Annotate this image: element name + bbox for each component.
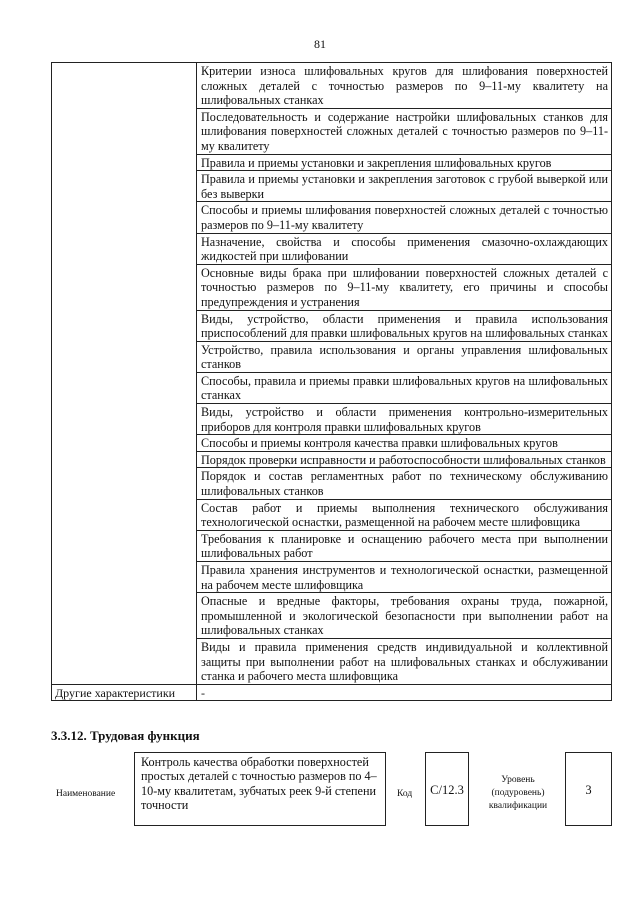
qualification-level-label: Уровень (подуровень) квалификации <box>488 775 548 811</box>
table-cell: Правила и приемы установки и закрепления заготовок с грубой выверкой или без выверки <box>197 171 612 202</box>
table-cell: Способы, правила и приемы правки шлифовальных кругов на шлифовальных станках <box>197 372 612 403</box>
qualification-level-box: 3 <box>565 752 612 826</box>
table-cell: Опасные и вредные факторы, требования охраны труда, пожарной, промышленной и экологической безопасности при выполнении работ на шлифовальных станках <box>197 593 612 639</box>
table-row <box>52 63 612 109</box>
other-characteristics-label: Другие характеристики <box>52 684 197 701</box>
knowledge-table <box>51 62 612 701</box>
table-cell: Порядок и состав регламентных работ по техническому обслуживанию шлифовальных станков <box>197 468 612 499</box>
labor-function-header <box>51 752 612 832</box>
table-cell: Виды, устройство и области применения контрольно-измерительных приборов для контроля правки шлифовальных кругов <box>197 404 612 435</box>
table-row-other <box>52 684 612 701</box>
table-cell: Способы и приемы контроля качества правки шлифовальных кругов <box>197 435 612 452</box>
name-label: Наименование <box>56 789 116 799</box>
table-cell: Правила и приемы установки и закрепления шлифовальных кругов <box>197 154 612 171</box>
table-cell: Способы и приемы шлифования поверхностей сложных деталей с точностью размеров по 9–11-му квалитету <box>197 202 612 233</box>
table-cell: Назначение, свойства и способы применения смазочно-охлаждающих жидкостей при шлифовании <box>197 233 612 264</box>
code-box: C/12.3 <box>425 752 469 826</box>
table-cell: Основные виды брака при шлифовании поверхностей сложных деталей с точностью размеров по 9–11-му квалитету, его причины и способы предупреждения и устранения <box>197 264 612 310</box>
page-number: 81 <box>314 37 326 51</box>
table-cell: Устройство, правила использования и органы управления шлифовальных станков <box>197 341 612 372</box>
table-cell: Правила хранения инструментов и технологической оснастки, размещенной на рабочем месте шлифовщика <box>197 562 612 593</box>
code-label: Код <box>397 789 413 799</box>
section-title: 3.3.12. Трудовая функция <box>51 728 200 743</box>
function-name-box: Контроль качества обработки поверхностей простых деталей с точностью размеров по 4–10-му квалитетам, зубчатых реек 9-й степени точности <box>134 752 386 826</box>
other-characteristics-value: - <box>197 684 612 701</box>
category-cell <box>52 63 197 685</box>
table-cell: Критерии износа шлифовальных кругов для шлифования поверхностей сложных деталей с точностью размеров по 9–11-му квалитету на шлифовальных станках <box>197 63 612 109</box>
table-cell: Порядок проверки исправности и работоспособности шлифовальных станков <box>197 451 612 468</box>
table-cell: Последовательность и содержание настройки шлифовальных станков для шлифования поверхностей сложных деталей с точностью размеров по 9–11-му квалитету <box>197 108 612 154</box>
table-cell: Состав работ и приемы выполнения технического обслуживания технологической оснастки, размещенной на рабочем месте шлифовщика <box>197 499 612 530</box>
table-cell: Виды, устройство, области применения и правила использования приспособлений для правки шлифовальных кругов на шлифовальных станках <box>197 310 612 341</box>
table-cell: Виды и правила применения средств индивидуальной и коллективной защиты при выполнении работ на шлифовальных станках и обслуживании станка и рабочего места шлифовщика <box>197 638 612 684</box>
table-cell: Требования к планировке и оснащению рабочего места при выполнении шлифовальных работ <box>197 530 612 561</box>
